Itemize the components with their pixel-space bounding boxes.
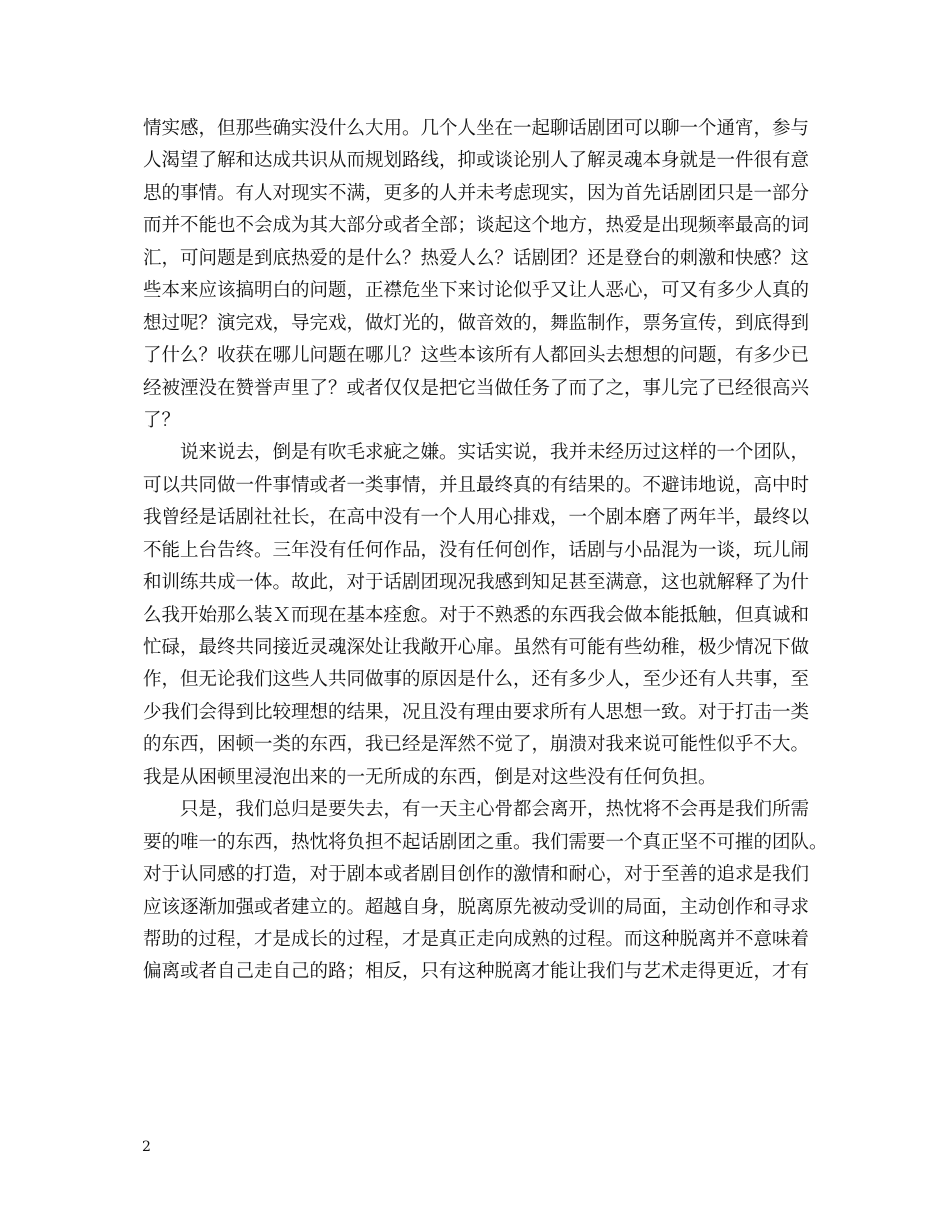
text-line: 情实感，但那些确实没什么大用。几个人坐在一起聊话剧团可以聊一个通宵，参与 (143, 118, 810, 139)
text-line: 作，但无论我们这些人共同做事的原因是什么，还有多少人，至少还有人共事，至 (143, 669, 810, 691)
text-line: 偏离或者自己走自己的路；相反，只有这种脱离才能让我们与艺术走得更近，才有 (143, 961, 810, 983)
text-line: 而并不能也不会成为其大部分或者全部；谈起这个地方，热爱是出现频率最高的词 (143, 215, 810, 237)
text-line: 思的事情。有人对现实不满，更多的人并未考虑现实，因为首先话剧团只是一部分 (143, 182, 810, 204)
text-line: 了什么？收获在哪儿问题在哪儿？这些本该所有人都回头去想想的问题，有多少已 (143, 345, 810, 367)
text-line: 只是，我们总归是要失去，有一天主心骨都会离开，热忱将不会再是我们所需 (180, 799, 810, 821)
text-line: 么我开始那么装Ｘ而现在基本痊愈。对于不熟悉的东西我会做本能抵触，但真诚和 (143, 604, 810, 626)
text-line: 应该逐渐加强或者建立的。超越自身，脱离原先被动受训的局面，主动创作和寻求 (143, 896, 810, 918)
text-line: 了？ (143, 409, 181, 431)
text-line: 对于认同感的打造，对于剧本或者剧目创作的激情和耐心，对于至善的追求是我们 (143, 864, 810, 886)
text-line: 帮助的过程，才是成长的过程，才是真正走向成熟的过程。而这种脱离并不意味着 (143, 928, 810, 950)
text-line: 和训练共成一体。故此，对于话剧团现况我感到知足甚至满意，这也就解释了为什 (143, 572, 810, 594)
text-line: 忙碌，最终共同接近灵魂深处让我敞开心扉。虽然有可能有些幼稚，极少情况下做 (143, 637, 810, 658)
text-line: 人渴望了解和达成共识从而规划路线，抑或谈论别人了解灵魂本身就是一件很有意 (143, 150, 810, 172)
text-line: 可以共同做一件事情或者一类事情，并且最终真的有结果的。不避讳地说，高中时 (143, 474, 810, 496)
text-line: 我曾经是话剧社社长，在高中没有一个人用心排戏，一个剧本磨了两年半，最终以 (143, 507, 810, 529)
text-line: 些本来应该搞明白的问题，正襟危坐下来讨论似乎又让人恶心，可又有多少人真的 (143, 280, 810, 302)
text-line: 汇，可问题是到底热爱的是什么？热爱人么？话剧团？还是登台的刺激和快感？这 (143, 247, 810, 269)
text-line: 我是从困顿里浸泡出来的一无所成的东西，倒是对这些没有任何负担。 (143, 766, 717, 788)
text-line: 要的唯一的东西，热忱将负担不起话剧团之重。我们需要一个真正坚不可摧的团队。 (143, 831, 828, 853)
page-number: 2 (142, 1139, 151, 1155)
text-line: 说来说去，倒是有吹毛求疵之嫌。实话实说，我并未经历过这样的一个团队， (180, 442, 810, 464)
text-line: 经被湮没在赞誉声里了？或者仅仅是把它当做任务了而了之，事儿完了已经很高兴 (143, 377, 810, 399)
text-line: 不能上台告终。三年没有任何作品，没有任何创作，话剧与小品混为一谈，玩儿闹 (143, 539, 810, 561)
body-text (143, 113, 828, 989)
text-line: 的东西，困顿一类的东西，我已经是浑然不觉了，崩溃对我来说可能性似乎不大。 (143, 734, 810, 756)
text-line: 想过呢？演完戏，导完戏，做灯光的，做音效的，舞监制作，票务宣传，到底得到 (143, 312, 810, 334)
text-line: 少我们会得到比较理想的结果，况且没有理由要求所有人思想一致。对于打击一类 (143, 701, 810, 723)
